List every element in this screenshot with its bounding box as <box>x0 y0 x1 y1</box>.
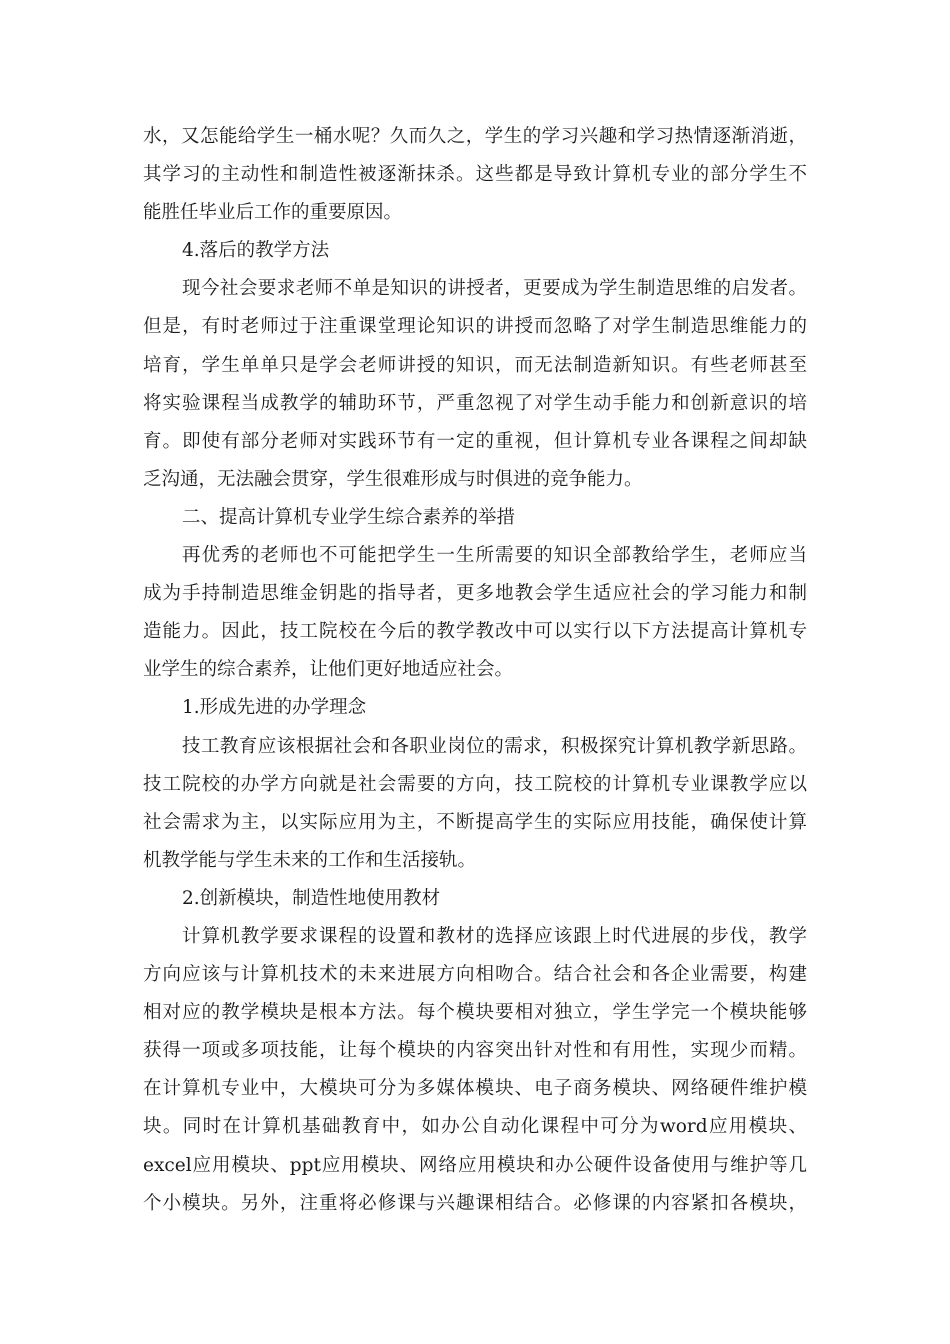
text-line: 计算机教学要求课程的设置和教材的选择应该跟上时代进展的步伐，教学 <box>182 925 807 947</box>
text-line: 但是，有时老师过于注重课堂理论知识的讲授而忽略了对学生制造思维能力的 <box>143 316 807 338</box>
body-paragraph <box>143 118 807 232</box>
text-line: 将实验课程当成教学的辅助环节，严重忽视了对学生动手能力和创新意识的培 <box>143 392 807 414</box>
text-line: 成为手持制造思维金钥匙的指导者，更多地教会学生适应社会的学习能力和制 <box>143 583 807 605</box>
section-heading: 1.形成先进的办学理念 <box>182 697 367 719</box>
section-heading: 4.落后的教学方法 <box>182 240 330 262</box>
text-line: excel应用模块、ppt应用模块、网络应用模块和办公硬件设备使用与维护等几 <box>143 1154 807 1176</box>
body-paragraph <box>143 728 807 880</box>
text-line: 育。即使有部分老师对实践环节有一定的重视，但计算机专业各课程之间却缺 <box>143 430 807 452</box>
text-line: 机教学能与学生未来的工作和生活接轨。 <box>143 849 477 871</box>
text-line: 块。同时在计算机基础教育中，如办公自动化课程中可分为word应用模块、 <box>143 1116 807 1138</box>
text-line: 技工院校的办学方向就是社会需要的方向，技工院校的计算机专业课教学应以 <box>143 773 807 795</box>
text-line: 乏沟通，无法融会贯穿，学生很难形成与时俱进的竞争能力。 <box>143 468 643 490</box>
text-line: 业学生的综合素养，让他们更好地适应社会。 <box>143 659 514 681</box>
text-line: 社会需求为主，以实际应用为主，不断提高学生的实际应用技能，确保使计算 <box>143 811 807 833</box>
section-heading: 二、提高计算机专业学生综合素养的举措 <box>182 506 516 528</box>
body-paragraph <box>143 537 807 689</box>
body-paragraph <box>143 270 807 499</box>
body-paragraph <box>143 918 807 1223</box>
text-line: 其学习的主动性和制造性被逐渐抹杀。这些都是导致计算机专业的部分学生不 <box>143 164 807 186</box>
text-line: 获得一项或多项技能，让每个模块的内容突出针对性和有用性，实现少而精。 <box>143 1040 807 1062</box>
text-line: 再优秀的老师也不可能把学生一生所需要的知识全部教给学生，老师应当 <box>182 545 807 567</box>
text-line: 能胜任毕业后工作的重要原因。 <box>143 202 403 224</box>
text-line: 水，又怎能给学生一桶水呢？久而久之，学生的学习兴趣和学习热情逐渐消逝， <box>143 126 807 147</box>
text-line: 方向应该与计算机技术的未来进展方向相吻合。结合社会和各企业需要，构建 <box>143 964 807 986</box>
text-line: 个小模块。另外，注重将必修课与兴趣课相结合。必修课的内容紧扣各模块， <box>143 1192 807 1214</box>
text-line: 培育，学生单单只是学会老师讲授的知识，而无法制造新知识。有些老师甚至 <box>143 354 807 376</box>
text-line: 技工教育应该根据社会和各职业岗位的需求，积极探究计算机教学新思路。 <box>182 735 807 757</box>
text-line: 相对应的教学模块是根本方法。每个模块要相对独立，学生学完一个模块能够 <box>143 1002 807 1024</box>
text-line: 在计算机专业中，大模块可分为多媒体模块、电子商务模块、网络硬件维护模 <box>143 1078 807 1100</box>
document-page <box>143 118 807 1223</box>
section-heading: 2.创新模块，制造性地使用教材 <box>182 887 441 909</box>
text-line: 造能力。因此，技工院校在今后的教学教改中可以实行以下方法提高计算机专 <box>143 621 807 643</box>
text-line: 现今社会要求老师不单是知识的讲授者，更要成为学生制造思维的启发者。 <box>182 278 807 300</box>
